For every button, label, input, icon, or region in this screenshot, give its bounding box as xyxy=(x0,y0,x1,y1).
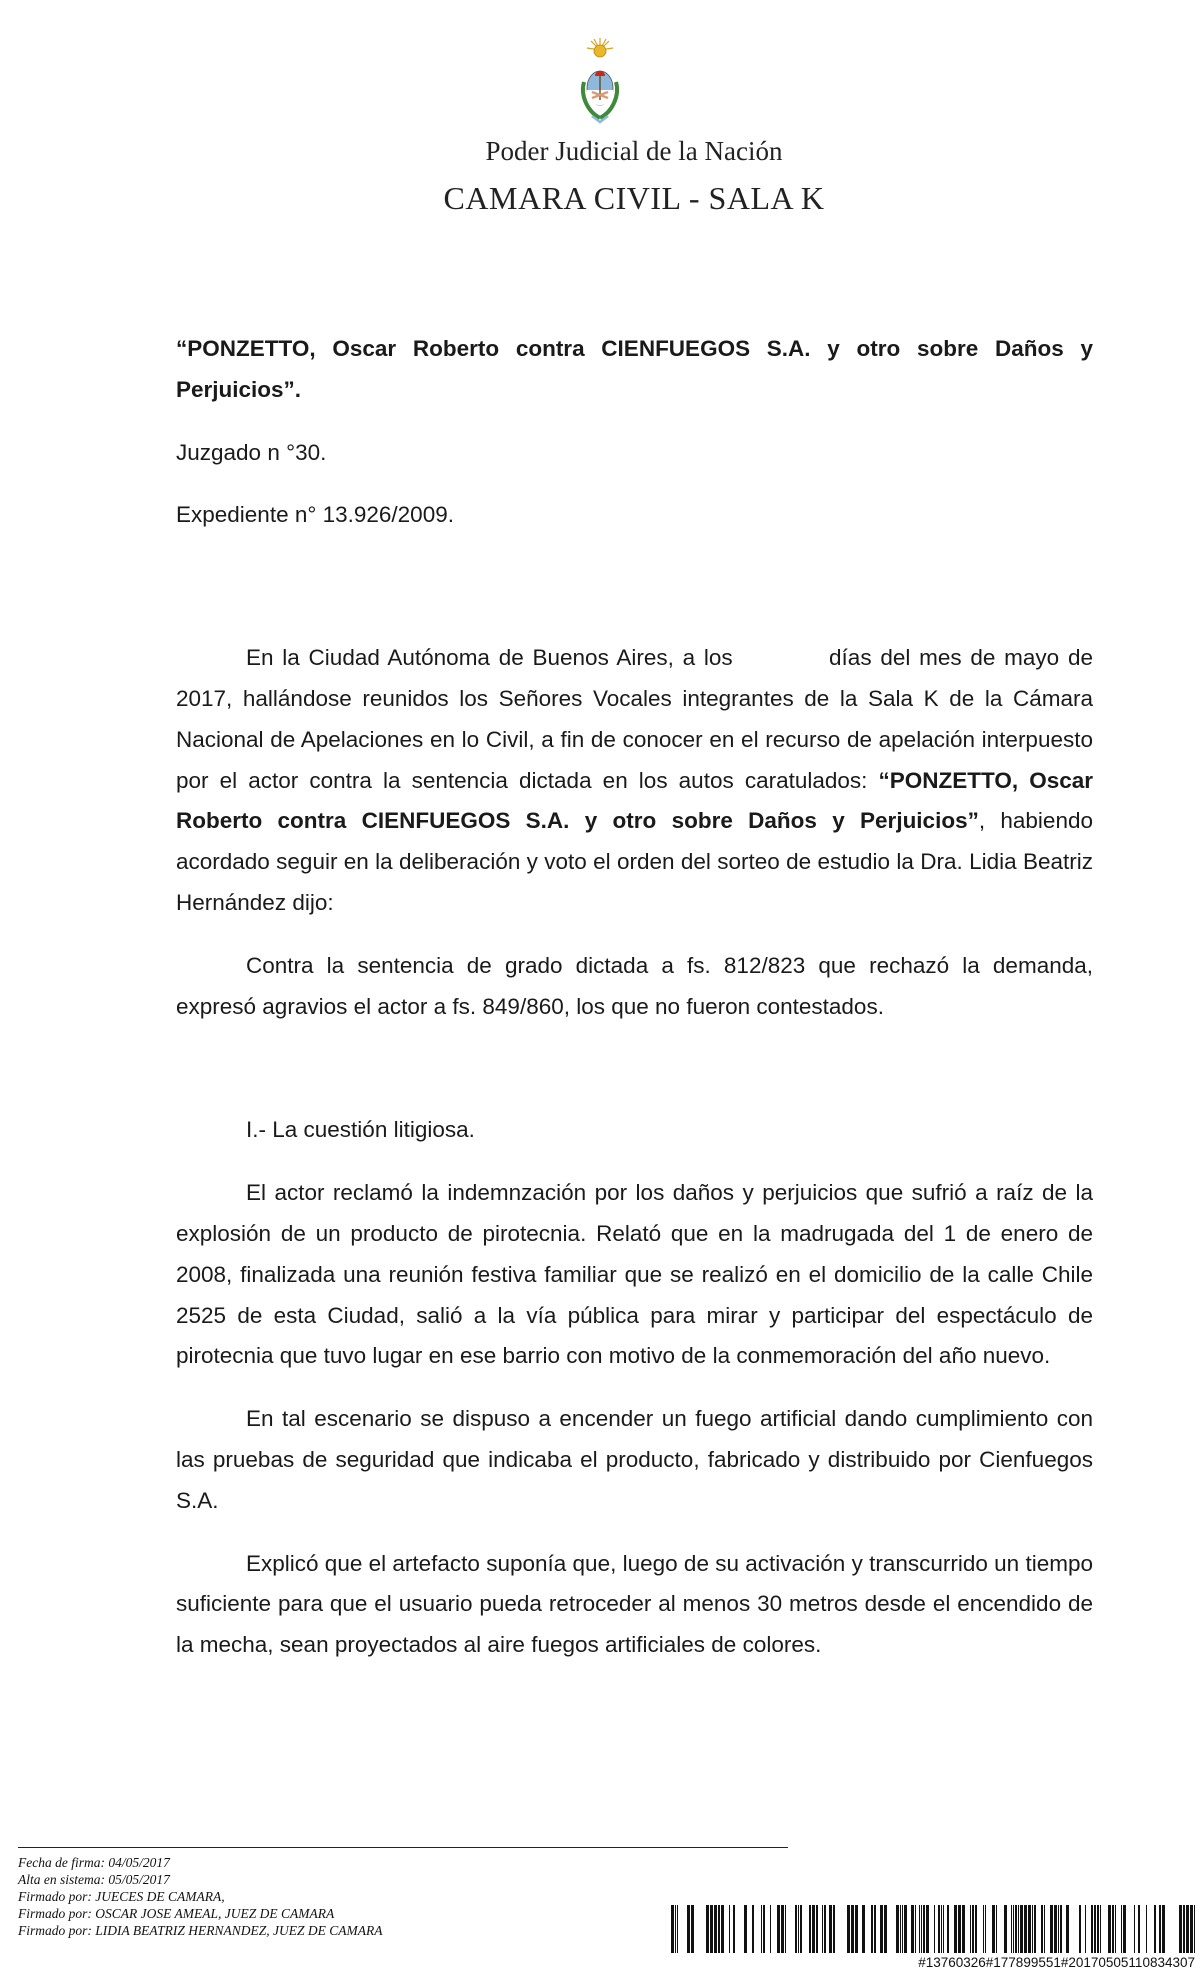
paragraph-2: Contra la sentencia de grado dictada a fs. 812/823 que rechazó la demanda, expresó agravios el actor a fs. 849/860, los que no fueron contestados. xyxy=(176,952,1093,1019)
paragraph-1-text-a: En la Ciudad Autónoma de Buenos Aires, a los días del mes de mayo de 2017, hallándose reunidos los Señores Vocales integrantes de la Sala K de la Cámara Nacional de Apelaciones en lo Civil, a fin de conocer en el recurso de apelación interpuesto por el actor contra la sentencia dictada en los autos caratulados: xyxy=(176,645,1100,793)
argentina-coat-of-arms-icon xyxy=(578,36,622,124)
court-name: Poder Judicial de la Nación xyxy=(485,136,783,166)
signature-line: Firmado por: LIDIA BEATRIZ HERNANDEZ, JUEZ DE CAMARA xyxy=(18,1923,383,1938)
chamber-name: CAMARA CIVIL - SALA K xyxy=(443,180,825,216)
paragraph-1-case-name: “PONZETTO, Oscar Roberto contra CIENFUEGOS S.A. y otro sobre Daños y Perjuicios” xyxy=(176,767,1093,834)
paragraph-1 xyxy=(176,638,1100,924)
section-heading: I.- La cuestión litigiosa. xyxy=(246,1117,475,1143)
court-number: Juzgado n °30. xyxy=(176,439,327,465)
signature-line: Firmado por: OSCAR JOSE AMEAL, JUEZ DE CAMARA xyxy=(18,1906,335,1921)
signature-line: Firmado por: JUECES DE CAMARA, xyxy=(18,1889,225,1904)
barcode-icon xyxy=(671,1905,1195,1953)
paragraph-5: Explicó que el artefacto suponía que, luego de su activación y transcurrido un tiempo suficiente para que el usuario pueda retroceder al menos 30 metros desde el encendido de la mecha, sean proyectados al aire fuegos artificiales de colores. xyxy=(176,1550,1093,1658)
signature-block xyxy=(18,1854,382,1939)
case-title xyxy=(176,329,1093,411)
signature-line: Fecha de firma: 04/05/2017 xyxy=(18,1855,170,1870)
signature-divider xyxy=(18,1847,788,1848)
document-body xyxy=(176,329,1100,1666)
paragraph-1-text-b: , habiendo acordado seguir en la deliberación y voto el orden del sorteo de estudio la Dra. Lidia Beatriz Hernández dijo: xyxy=(176,808,1093,915)
paragraph-4: En tal escenario se dispuso a encender un fuego artificial dando cumplimiento con las pruebas de seguridad que indicaba el producto, fabricado y distribuido por Cienfuegos S.A. xyxy=(176,1406,1093,1513)
barcode-number: #13760326#177899551#20170505110834307 xyxy=(918,1955,1195,1970)
signature-line: Alta en sistema: 05/05/2017 xyxy=(18,1872,170,1887)
file-number: Expediente n° 13.926/2009. xyxy=(176,502,454,528)
case-title-text: “PONZETTO, Oscar Roberto contra CIENFUEGOS S.A. y otro sobre Daños y Perjuicios”. xyxy=(176,336,1093,402)
paragraph-3: El actor reclamó la indemnzación por los daños y perjuicios que sufrió a raíz de la explosión de un producto de pirotecnia. Relató que en la madrugada del 1 de enero de 2008, finalizada una reunión festiva familiar que se realizó en el domicilio de la calle Chile 2525 de esta Ciudad, salió a la vía pública para mirar y participar del espectáculo de pirotecnia que tuvo lugar en ese barrio con motivo de la conmemoración del año nuevo. xyxy=(176,1180,1093,1369)
